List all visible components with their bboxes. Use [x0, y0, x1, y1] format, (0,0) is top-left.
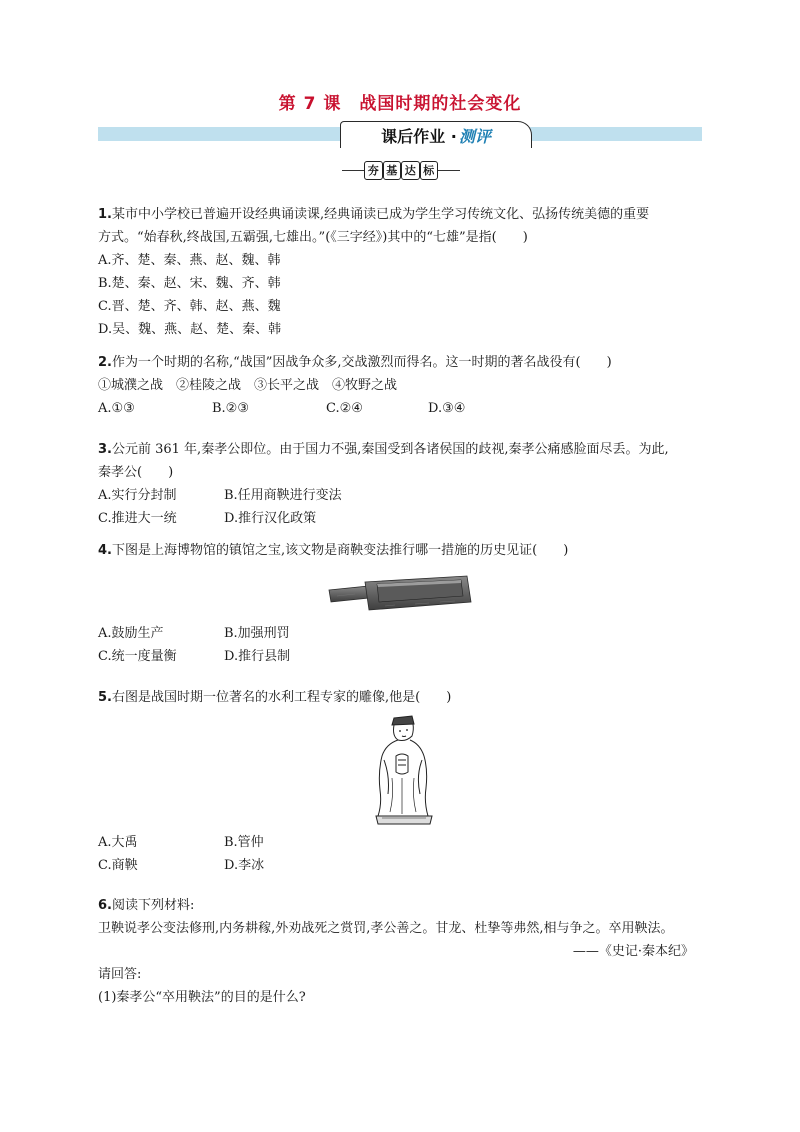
lesson-title	[0, 89, 800, 114]
option-d: D.推行汉化政策	[224, 511, 317, 526]
badge-rule-right	[438, 170, 460, 171]
option-a: A.实行分封制	[98, 488, 177, 503]
question-stem: 下图是上海博物馆的镇馆之宝,该文物是商鞅变法推行哪一措施的历史见证( )	[111, 543, 569, 558]
question-5-options	[98, 831, 708, 877]
question-stem: 右图是战国时期一位著名的水利工程专家的雕像,他是( )	[111, 690, 452, 705]
material-source: ——《史记·秦本纪》	[572, 944, 694, 959]
option-d: D.③④	[428, 401, 466, 416]
lesson-number: 第 7 课	[278, 94, 342, 114]
badge-char: 达	[401, 161, 420, 180]
homework-tab-label: 课后作业 ·	[381, 126, 457, 146]
shang-yang-measure-image	[325, 572, 475, 614]
option-c: C.②④	[326, 401, 363, 416]
question-stem: 某市中小学校已普遍开设经典诵读课,经典诵读已成为学生学习传统文化、弘扬传统美德的重要	[111, 207, 650, 222]
option-b: B.任用商鞅进行变法	[224, 488, 342, 503]
option-c: C.晋、楚、齐、韩、赵、燕、魏	[98, 299, 281, 314]
option-b: B.②③	[212, 401, 249, 416]
badge-char: 标	[420, 161, 439, 180]
badge-char: 基	[383, 161, 402, 180]
question-stem: 作为一个时期的名称,“战国”因战争众多,交战激烈而得名。这一时期的著名战役有( )	[111, 355, 612, 370]
homework-tab-accent: 测评	[458, 126, 491, 146]
question-number: 5.	[98, 690, 112, 705]
question-number: 3.	[98, 442, 112, 457]
question-stem: 阅读下列材料:	[111, 898, 195, 913]
question-2	[98, 351, 708, 420]
option-d: D.推行县制	[224, 649, 291, 664]
option-b: B.管仲	[224, 835, 264, 850]
option-b: B.加强刑罚	[224, 626, 290, 641]
question-number: 2.	[98, 355, 112, 370]
answer-prompt: 请回答:	[98, 967, 142, 982]
question-3	[98, 438, 708, 530]
option-a: A.大禹	[98, 835, 138, 850]
badge-rule-left	[342, 170, 364, 171]
option-a: A.鼓励生产	[98, 626, 164, 641]
question-stem: 秦孝公( )	[98, 465, 174, 480]
question-number: 6.	[98, 898, 112, 913]
lesson-topic: 战国时期的社会变化	[359, 94, 522, 114]
li-bing-statue-image	[368, 712, 440, 827]
question-number: 1.	[98, 207, 112, 222]
option-a: A.①③	[98, 401, 135, 416]
question-items: ①城濮之战 ②桂陵之战 ③长平之战 ④牧野之战	[98, 378, 398, 393]
question-1	[98, 203, 708, 341]
question-5	[98, 686, 708, 709]
section-badge	[364, 161, 438, 179]
badge-char: 夯	[364, 161, 383, 180]
option-c: C.推进大一统	[98, 511, 177, 526]
option-a: A.齐、楚、秦、燕、赵、魏、韩	[98, 253, 281, 268]
sub-question-1: (1)秦孝公“卒用鞅法”的目的是什么?	[98, 990, 306, 1005]
question-stem: 方式。“始春秋,终战国,五霸强,七雄出。”(《三字经》)其中的“七雄”是指( )	[98, 230, 528, 245]
option-c: C.统一度量衡	[98, 649, 177, 664]
question-stem: 公元前 361 年,秦孝公即位。由于国力不强,秦国受到各诸侯国的歧视,秦孝公痛感脸面尽丢。为此,	[111, 442, 669, 457]
question-4-options	[98, 622, 708, 668]
option-b: B.楚、秦、赵、宋、魏、齐、韩	[98, 276, 281, 291]
question-6	[98, 894, 708, 1009]
option-d: D.吴、魏、燕、赵、楚、秦、韩	[98, 322, 282, 337]
option-c: C.商鞅	[98, 858, 138, 873]
question-4	[98, 539, 708, 562]
reading-material: 卫鞅说孝公变法修刑,内务耕稼,外劝战死之赏罚,孝公善之。甘龙、杜挚等弗然,相与争之。卒用鞅法。	[98, 921, 674, 936]
question-number: 4.	[98, 543, 112, 558]
option-d: D.李冰	[224, 858, 265, 873]
homework-tab	[340, 121, 532, 148]
